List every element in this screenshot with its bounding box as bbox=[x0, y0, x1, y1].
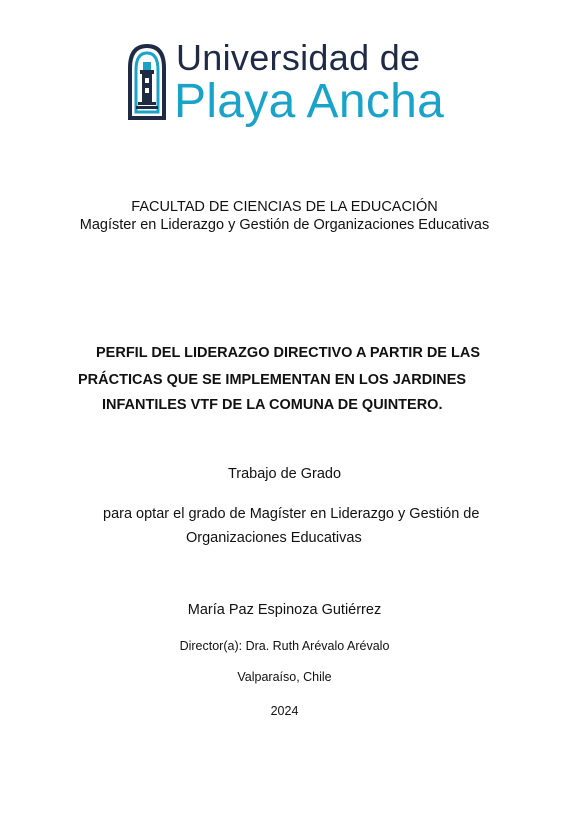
city: Valparaíso, Chile bbox=[237, 670, 332, 684]
director-name: Director(a): Dra. Ruth Arévalo Arévalo bbox=[179, 639, 390, 653]
logo-text-line1: Universidad de bbox=[176, 37, 421, 78]
university-logo bbox=[124, 38, 444, 138]
thesis-title-line-1: PERFIL DEL LIDERAZGO DIRECTIVO A PARTIR DE LAS bbox=[96, 345, 481, 361]
logo-text-line2: Playa Ancha bbox=[174, 75, 445, 128]
lighthouse-icon bbox=[124, 42, 170, 120]
faculty-name: FACULTAD DE CIENCIAS DE LA EDUCACIÓN bbox=[131, 199, 438, 215]
purpose-line-1: para optar el grado de Magíster en Liderazgo y Gestión de bbox=[103, 506, 480, 522]
work-type: Trabajo de Grado bbox=[227, 466, 342, 482]
thesis-title-line-2: PRÁCTICAS QUE SE IMPLEMENTAN EN LOS JARDINES bbox=[78, 372, 467, 388]
purpose-line-2: Organizaciones Educativas bbox=[186, 530, 362, 546]
program-name: Magíster en Liderazgo y Gestión de Organizaciones Educativas bbox=[79, 217, 490, 233]
year: 2024 bbox=[270, 704, 299, 718]
thesis-title-line-3: INFANTILES VTF DE LA COMUNA DE QUINTERO. bbox=[102, 397, 443, 413]
author-name: María Paz Espinoza Gutiérrez bbox=[187, 602, 382, 618]
